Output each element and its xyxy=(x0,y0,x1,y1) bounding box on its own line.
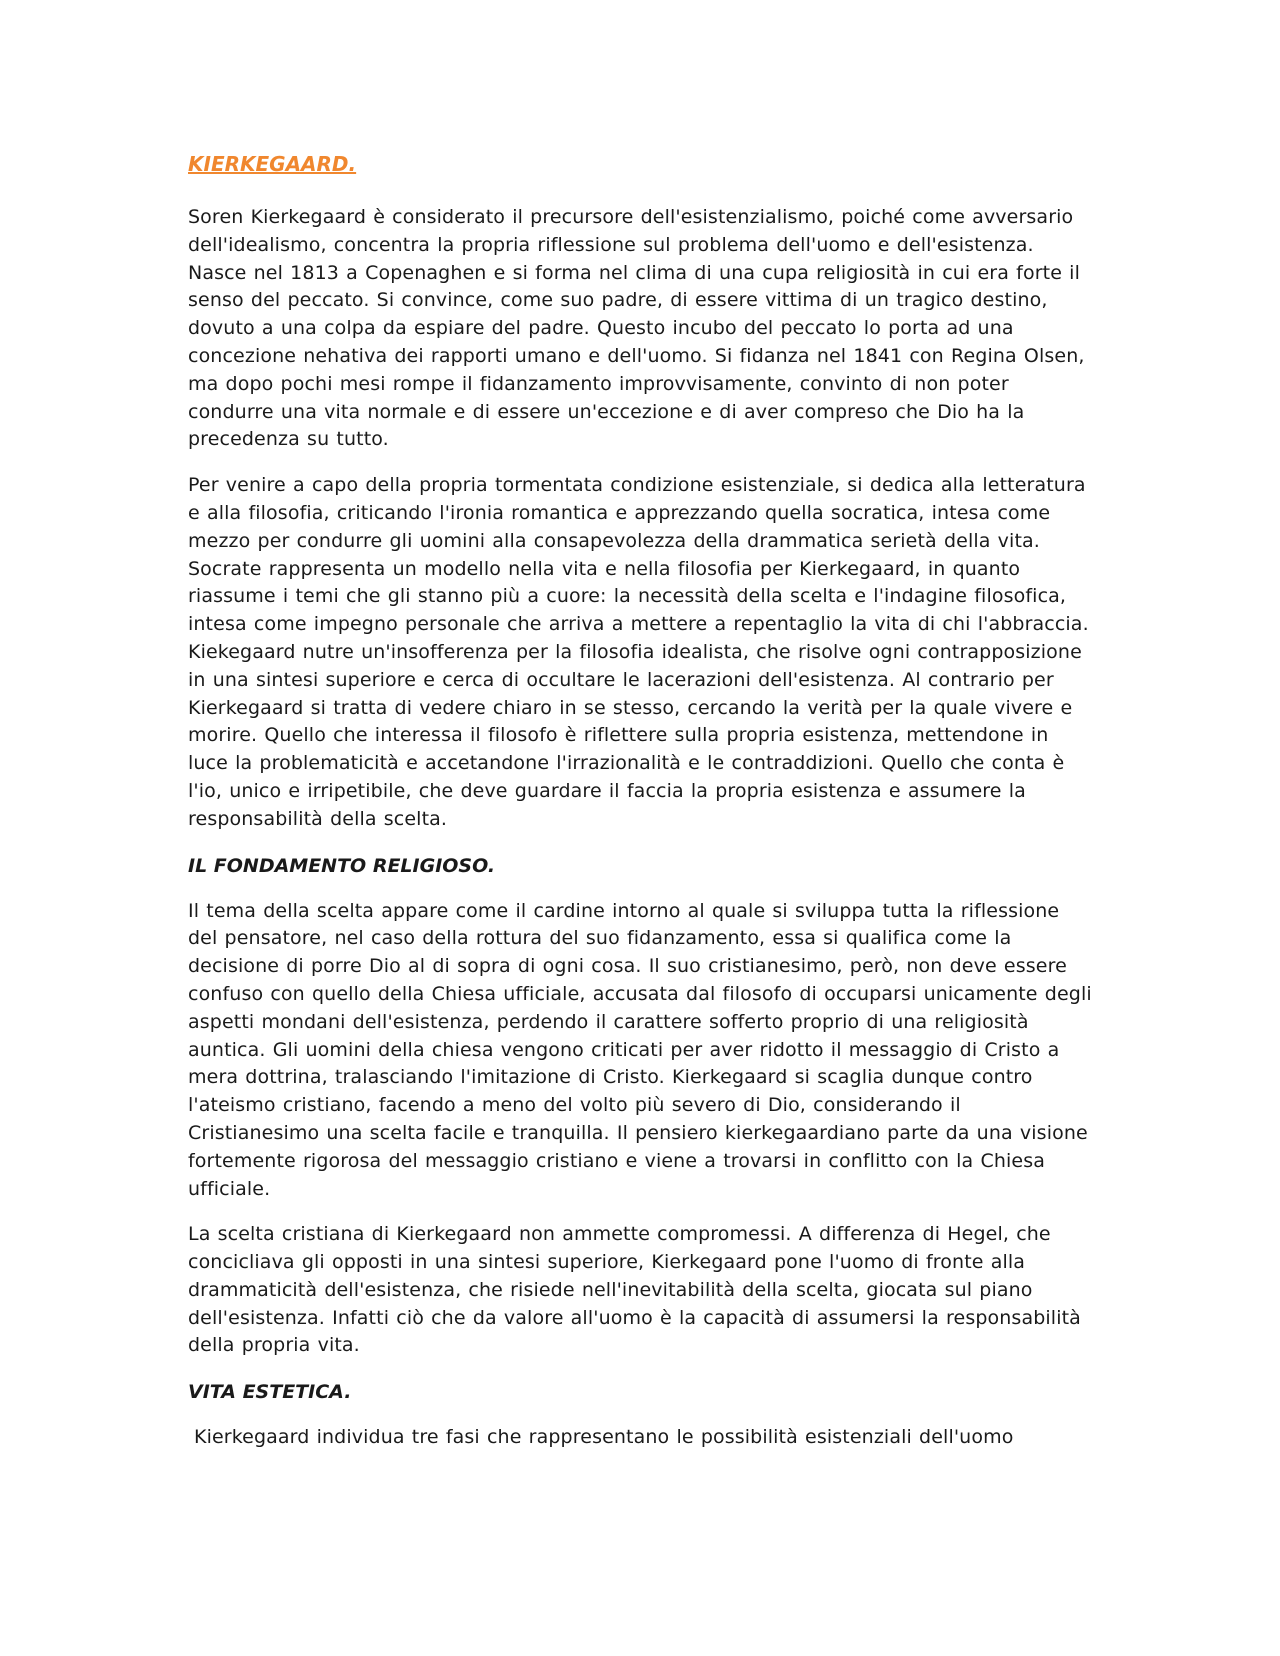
section-heading-fondamento-religioso: IL FONDAMENTO RELIGIOSO. xyxy=(188,854,496,877)
paragraph-scelta-cristiana: La scelta cristiana di Kierkegaard non ammette compromessi. A differenza di Hegel, che concicliava gli opposti in una sintesi superiore, Kierkegaard pone l'uomo di fronte alla drammaticità dell'esistenza, che risiede nell'inevitabilità della scelta, giocata sul piano dell'esistenza. Infatti ciò che da valore all'uomo è la capacità di assumersi la responsabilità della propria vita. xyxy=(188,1223,1081,1357)
document-title: KIERKEGAARD. xyxy=(188,152,357,176)
paragraph-philosophy: Per venire a capo della propria tormentata condizione esistenziale, si dedica alla letteratura e alla filosofia, criticando l'ironia romantica e apprezzando quella socratica, intesa come mezzo per condurre gli uomini alla consapevolezza della drammatica serietà della vita. Socrate rappresenta un modello nella vita e nella filosofia per Kierkegaard, in quanto riassume i temi che gli stanno più a cuore: la necessità della scelta e l'indagine filosofica, intesa come impegno personale che arriva a mettere a repentaglio la vita di chi l'abbraccia. Kiekegaard nutre un'insofferenza per la filosofia idealista, che risolve ogni contrapposizione in una sintesi superiore e cerca di occultare le lacerazioni dell'esistenza. Al contrario per Kierkegaard si tratta di vedere chiaro in se stesso, cercando la verità per la quale vivere e morire. Quello che interessa il filosofo è riflettere sulla propria esistenza, mettendone in luce la problematicità e accetandone l'irrazionalità e le contraddizioni. Quello che conta è l'io, unico e irripetibile, che deve guardare il faccia la propria esistenza e assumere la responsabilità della scelta. xyxy=(188,474,1089,830)
paragraph-scelta: Il tema della scelta appare come il cardine intorno al quale si sviluppa tutta la riflessione del pensatore, nel caso della rottura del suo fidanzamento, essa si qualifica come la decisione di porre Dio al di sopra di ogni cosa. Il suo cristianesimo, però, non deve essere confuso con quello della Chiesa ufficiale, accusata dal filosofo di occuparsi unicamente degli aspetti mondani dell'esistenza, perdendo il carattere sofferto proprio di una religiosità auntica. Gli uomini della chiesa vengono criticati per aver ridotto il messaggio di Cristo a mera dottrina, tralasciando l'imitazione di Cristo. Kierkegaard si scaglia dunque contro l'ateismo cristiano, facendo a meno del volto più severo di Dio, considerando il Cristianesimo una scelta facile e tranquilla. Il pensiero kierkegaardiano parte da una visione fortemente rigorosa del messaggio cristiano e viene a trovarsi in conflitto con la Chiesa ufficiale. xyxy=(188,899,1092,1200)
section-heading-vita-estetica: VITA ESTETICA. xyxy=(188,1381,352,1404)
paragraph-tre-fasi: Kierkegaard individua tre fasi che rappresentano le possibilità esistenziali dell'uomo xyxy=(194,1426,1014,1449)
document-page xyxy=(188,150,1093,1470)
paragraph-intro: Soren Kierkegaard è considerato il precursore dell'esistenzialismo, poiché come avversario dell'idealismo, concentra la propria riflessione sul problema dell'uomo e dell'esistenza. Nasce nel 1813 a Copenaghen e si forma nel clima di una cupa religiosità in cui era forte il senso del peccato. Si convince, come suo padre, di essere vittima di un tragico destino, dovuto a una colpa da espiare del padre. Questo incubo del peccato lo porta ad una concezione nehativa dei rapporti umano e dell'uomo. Si fidanza nel 1841 con Regina Olsen, ma dopo pochi mesi rompe il fidanzamento improvvisamente, convinto di non poter condurre una vita normale e di essere un'eccezione e di aver compreso che Dio ha la precedenza su tutto. xyxy=(188,206,1085,451)
